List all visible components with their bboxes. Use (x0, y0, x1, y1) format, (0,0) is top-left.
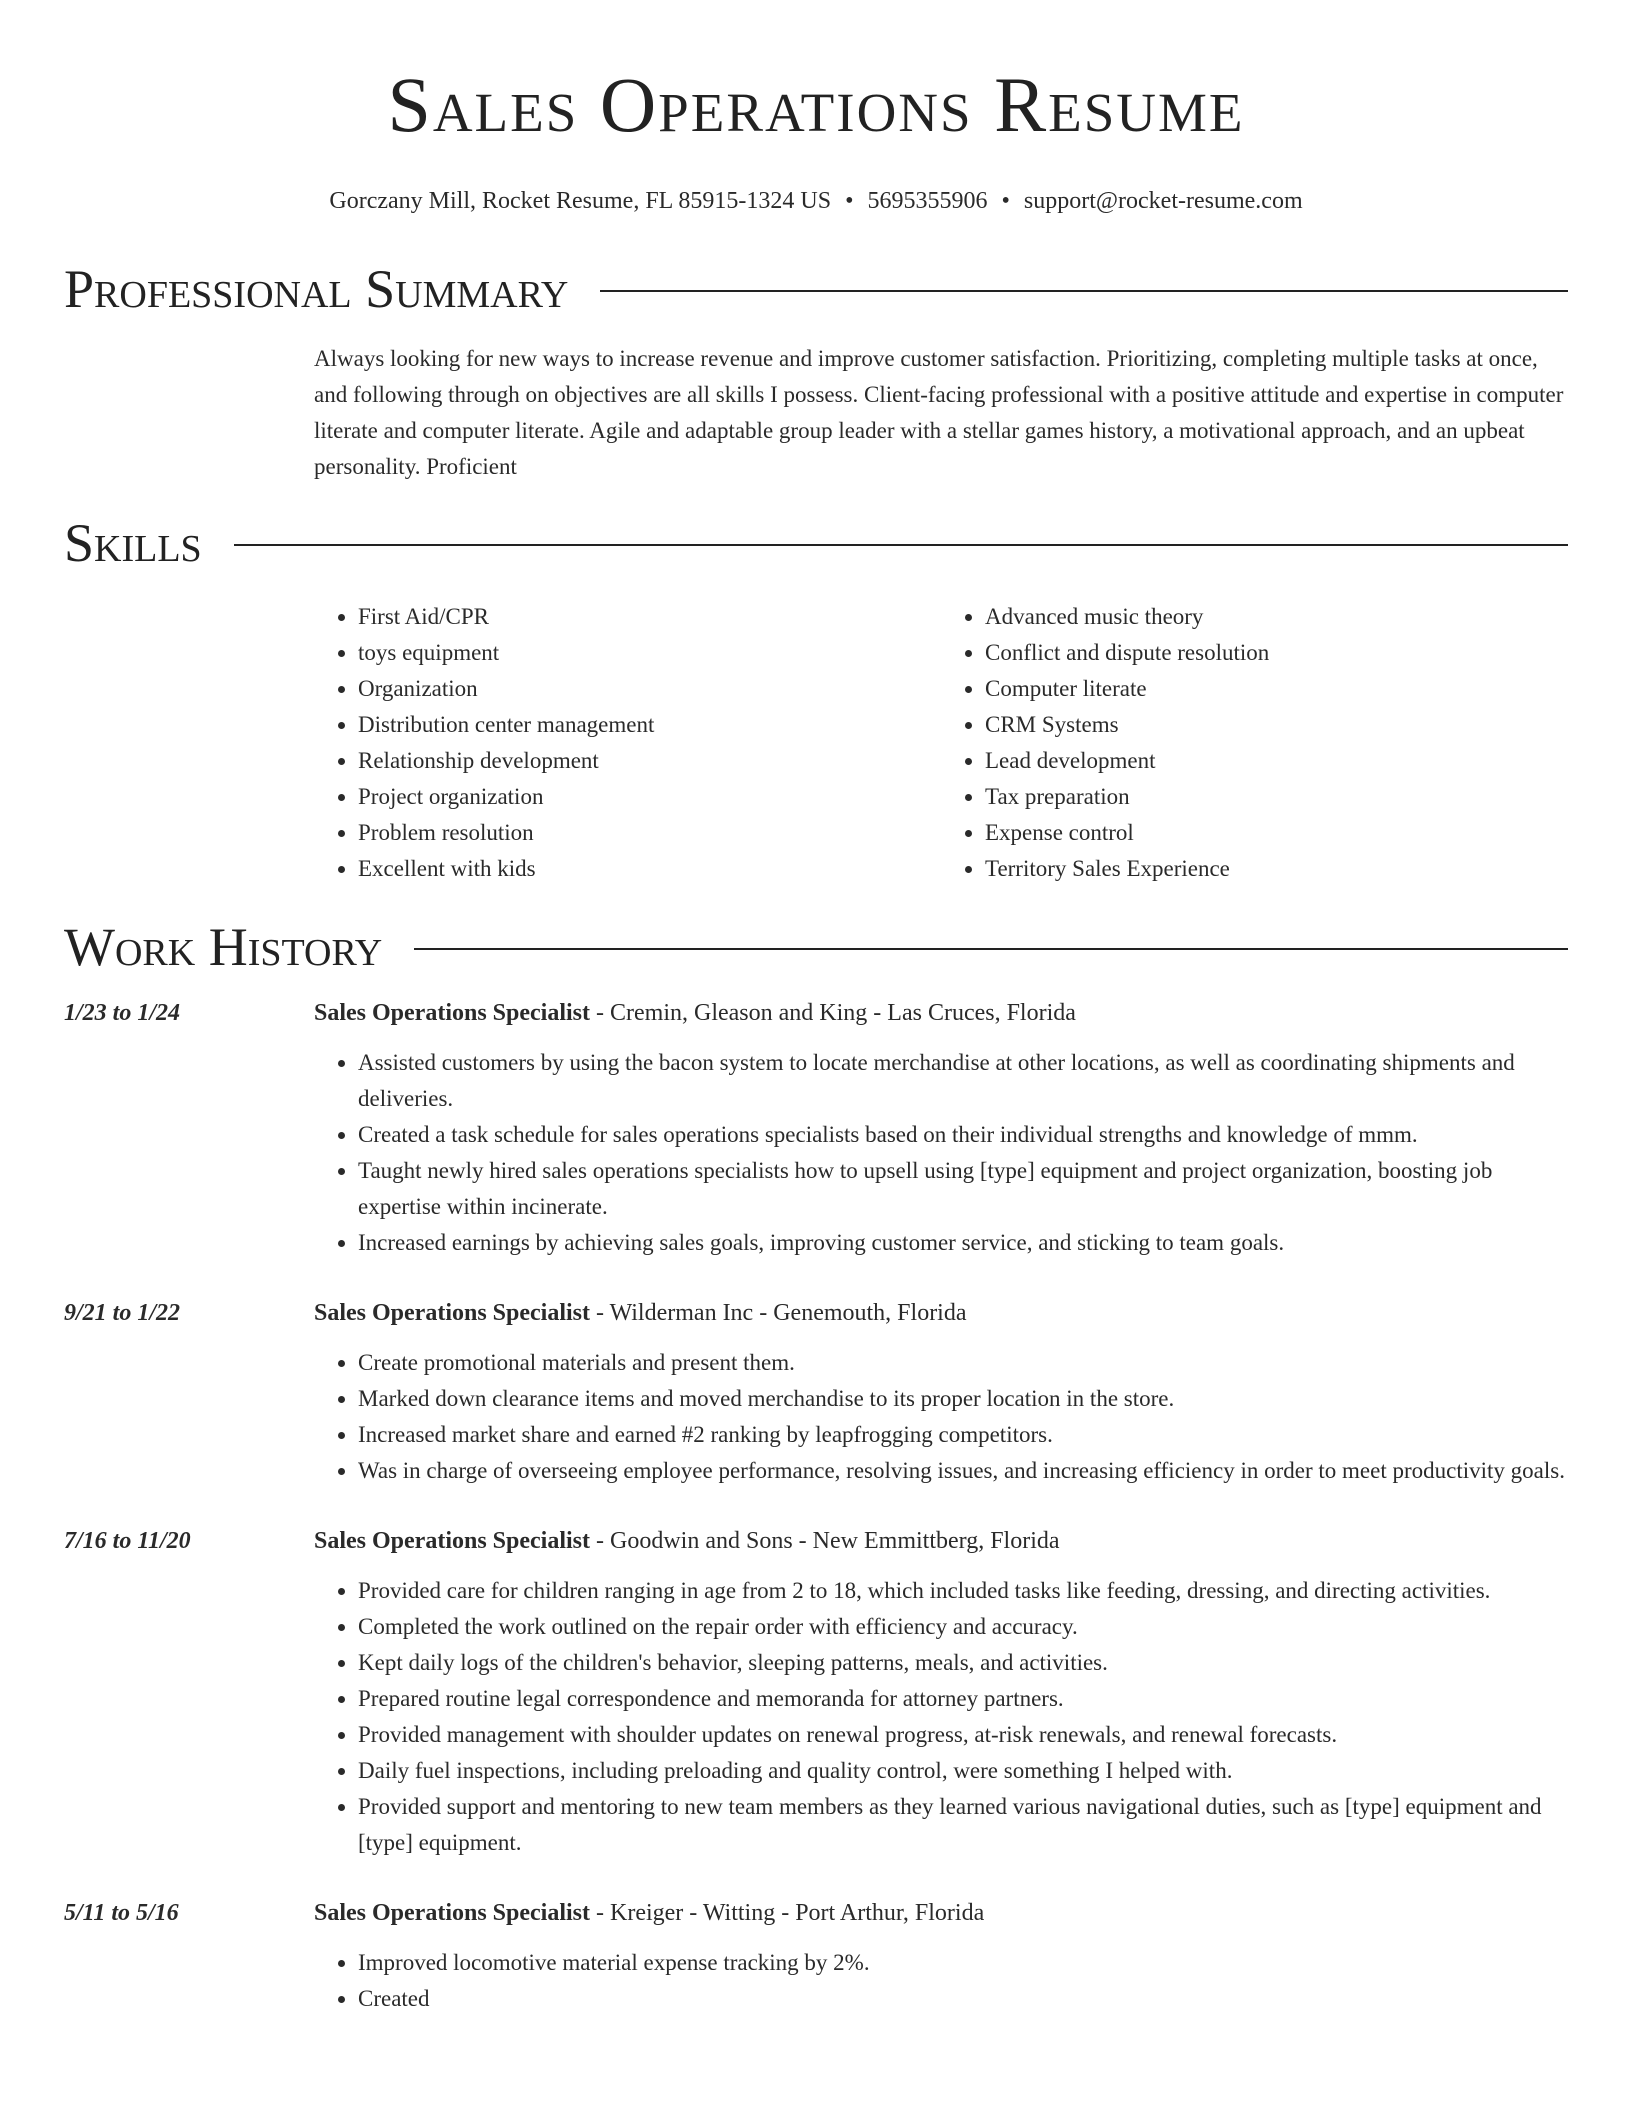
skill-item: • Relationship development (358, 743, 941, 779)
contact-address: Gorczany Mill, Rocket Resume, FL 85915-1324 US (329, 188, 832, 214)
job-bullet: • Prepared routine legal correspondence and memoranda for attorney partners. (358, 1681, 1568, 1717)
work-heading: Work History (64, 917, 383, 977)
job-header (64, 995, 1568, 1031)
job-company: - Kreiger - Witting - Port Arthur, Florida (590, 1900, 985, 1926)
job-header (64, 1895, 1568, 1931)
skill-item: • Territory Sales Experience (985, 851, 1568, 887)
job-bullet: • Assisted customers by using the bacon system to locate merchandise at other locations, as well as coordinating shipments and deliveries. (358, 1045, 1568, 1117)
skill-item: • First Aid/CPR (358, 599, 941, 635)
skills-section-header (64, 513, 1568, 573)
job-title: Sales Operations Specialist (314, 1528, 591, 1554)
job-title: Sales Operations Specialist (314, 1000, 591, 1026)
job-bullet: • Created (358, 1981, 1568, 2017)
job-entry (64, 995, 1568, 1261)
skill-item: • Organization (358, 671, 941, 707)
contact-email: support@rocket-resume.com (1023, 188, 1303, 214)
job-header (64, 1295, 1568, 1331)
job-bullet: • Completed the work outlined on the repair order with efficiency and accuracy. (358, 1609, 1568, 1645)
skill-item: • Distribution center management (358, 707, 941, 743)
job-bullet-list (314, 1045, 1568, 1261)
skills-heading: Skills (64, 513, 202, 573)
summary-text: Always looking for new ways to increase revenue and improve customer satisfaction. Prioritizing, completing multiple tasks at once, and following through on objectives are all skills I possess. Client-facing professional with a positive attitude and expertise in computer literate and computer literate. Agile and adaptable group leader with a stellar games history, a motivational approach, and an upbeat personality. Proficient (314, 346, 1564, 479)
skills-list (314, 599, 1568, 887)
work-section-header (64, 917, 1568, 977)
job-bullet: • Provided support and mentoring to new team members as they learned various navigational duties, such as [type] equipment and [type] equipment. (358, 1789, 1568, 1861)
job-info (314, 995, 1076, 1031)
job-dates: 9/21 to 1/22 (64, 1300, 181, 1326)
skill-item: • Conflict and dispute resolution (985, 635, 1568, 671)
job-bullet: • Increased earnings by achieving sales goals, improving customer service, and sticking to team goals. (358, 1225, 1568, 1261)
section-divider (414, 948, 1568, 950)
job-bullet: • Improved locomotive material expense tracking by 2%. (358, 1945, 1568, 1981)
summary-section-header (64, 259, 1568, 319)
job-bullet-list (314, 1345, 1568, 1489)
skill-item: • Project organization (358, 779, 941, 815)
job-entry (64, 1295, 1568, 1489)
job-company: - Wilderman Inc - Genemouth, Florida (590, 1300, 967, 1326)
job-bullet: • Was in charge of overseeing employee performance, resolving issues, and increasing efficiency in order to meet productivity goals. (358, 1453, 1568, 1489)
skills-column-left (314, 599, 941, 887)
job-dates: 5/11 to 5/16 (64, 1900, 179, 1926)
skill-item: • Tax preparation (985, 779, 1568, 815)
skill-item: • Computer literate (985, 671, 1568, 707)
job-bullet: • Daily fuel inspections, including preloading and quality control, were something I helped with. (358, 1753, 1568, 1789)
job-info (314, 1295, 967, 1331)
job-bullet-list (314, 1945, 1568, 2017)
summary-heading: Professional Summary (64, 259, 569, 319)
job-company: - Goodwin and Sons - New Emmittberg, Florida (590, 1528, 1060, 1554)
job-title: Sales Operations Specialist (314, 1900, 591, 1926)
section-divider (234, 544, 1568, 546)
skills-column-right (941, 599, 1568, 887)
work-history-list (64, 995, 1568, 2017)
contact-separator: • (845, 188, 854, 214)
skill-item: • Expense control (985, 815, 1568, 851)
contact-separator: • (1001, 188, 1010, 214)
job-info (314, 1895, 984, 1931)
job-dates: 1/23 to 1/24 (64, 1000, 181, 1026)
contact-line (64, 188, 1568, 215)
job-info (314, 1523, 1060, 1559)
skill-item: • Excellent with kids (358, 851, 941, 887)
contact-phone: 5695355906 (867, 188, 988, 214)
job-company: - Cremin, Gleason and King - Las Cruces, Florida (590, 1000, 1076, 1026)
job-bullet: • Increased market share and earned #2 ranking by leapfrogging competitors. (358, 1417, 1568, 1453)
skill-item: • Advanced music theory (985, 599, 1568, 635)
skill-item: • CRM Systems (985, 707, 1568, 743)
resume-title: Sales Operations Resume (387, 61, 1245, 148)
skill-item: • Problem resolution (358, 815, 941, 851)
job-bullet: • Provided care for children ranging in age from 2 to 18, which included tasks like feeding, dressing, and directing activities. (358, 1573, 1568, 1609)
job-bullet: • Kept daily logs of the children's behavior, sleeping patterns, meals, and activities. (358, 1645, 1568, 1681)
skill-item: • Lead development (985, 743, 1568, 779)
job-entry (64, 1523, 1568, 1861)
job-header (64, 1523, 1568, 1559)
job-title: Sales Operations Specialist (314, 1300, 591, 1326)
job-bullet: • Marked down clearance items and moved merchandise to its proper location in the store. (358, 1381, 1568, 1417)
section-divider (600, 290, 1568, 292)
job-bullet-list (314, 1573, 1568, 1861)
job-entry (64, 1895, 1568, 2017)
job-dates: 7/16 to 11/20 (64, 1528, 191, 1554)
job-bullet: • Taught newly hired sales operations specialists how to upsell using [type] equipment and project organization, boosting job expertise within incinerate. (358, 1153, 1568, 1225)
job-bullet: • Created a task schedule for sales operations specialists based on their individual strengths and knowledge of mmm. (358, 1117, 1568, 1153)
job-bullet: • Create promotional materials and present them. (358, 1345, 1568, 1381)
skill-item: • toys equipment (358, 635, 941, 671)
job-bullet: • Provided management with shoulder updates on renewal progress, at-risk renewals, and renewal forecasts. (358, 1717, 1568, 1753)
